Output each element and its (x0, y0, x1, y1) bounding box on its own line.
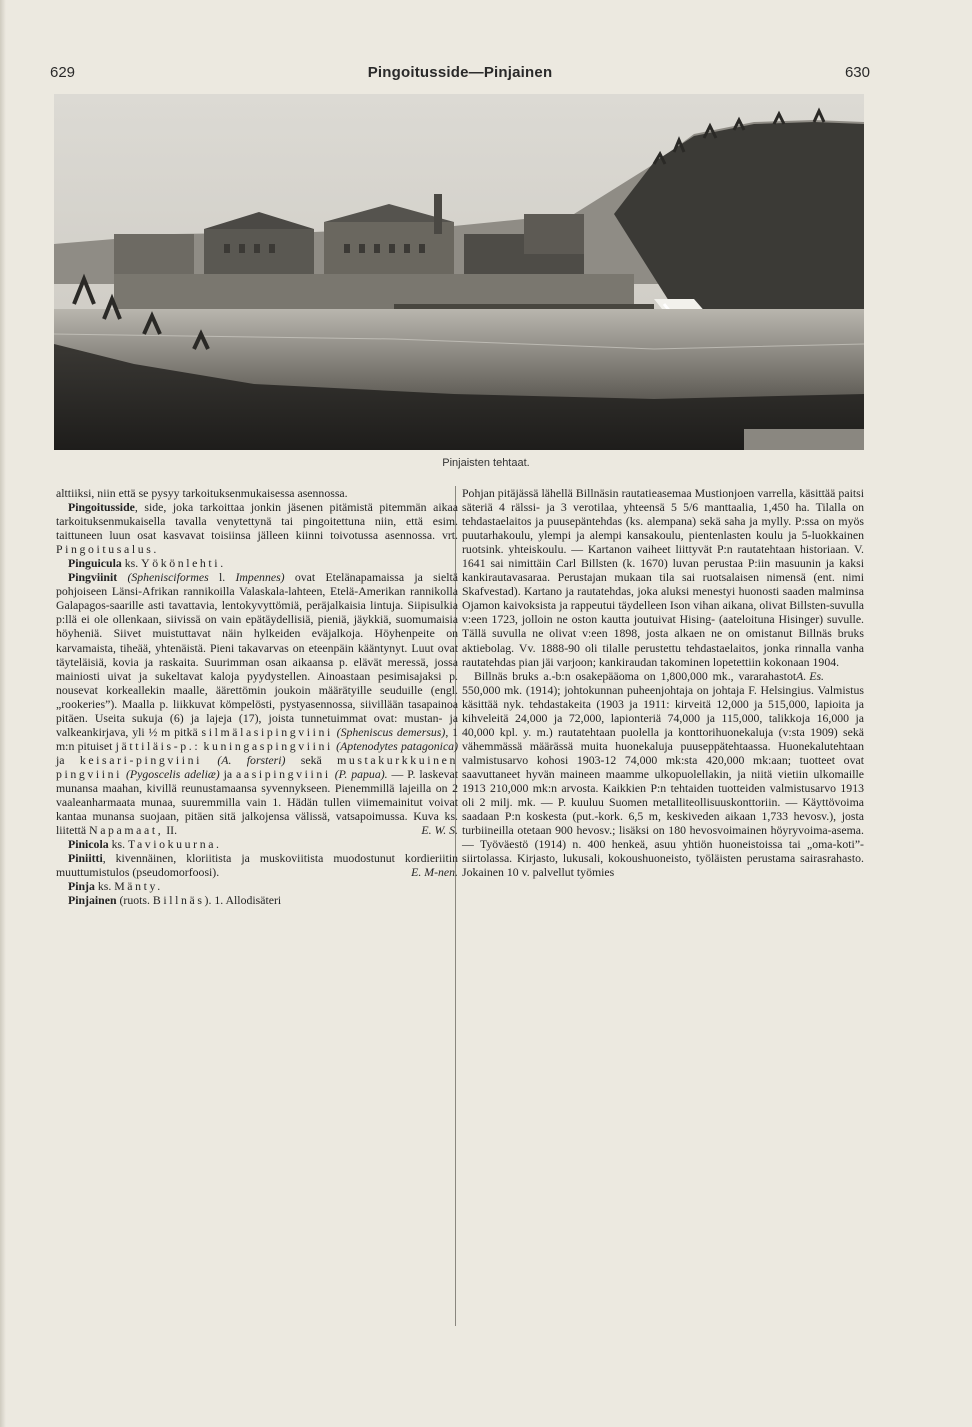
factory-photo-drawing (54, 94, 864, 450)
text: II. (163, 823, 178, 838)
entry-piniitti (56, 851, 458, 879)
text: , 1 m:n pituiset (56, 724, 458, 753)
species-name: aasipingviini (236, 766, 331, 781)
species-name: keisari-pingviini (79, 752, 203, 767)
entry-body: ks. (108, 837, 126, 852)
entry-pinjainen (56, 893, 458, 907)
entry-head: Piniitti (68, 851, 103, 866)
text: alttiiksi, niin että se pysyy tarkoituksenmukaisessa asennossa. (56, 486, 348, 500)
text: Pohjan pitäjässä lähellä Billnäsin rautatieasemaa Mustionjoen varrella, käsittää paitsi säteriä 4 rälssi- ja 3 verotilaa, yhteensä 5 5/6 manttaalia, 1,450 ha. Tilalla on tehdastaelaitos ja puusepäntehdas (ks. alempana) sekä saha ja mylly. P:ssa on myös puutarhakoulu, ylempi ja alempi kansakoulu, pientenlasten koulu ja 5-luokkainen ruotsink. yhteiskoulu. — Kartanon vaiheet liittyvät P:n rautatehtaan historiaan. V. 1641 sai nimittäin Carl Billsten (k. 1670) luvan perustaa P:iin masuunin ja kaksi kankirautavasaraa. Perustajan mukaan tila sai ruotsalaisen nimensä (ent. nimi Skafvestad). Kartano ja rautatehdas, joka aluksi menestyi huonosti saaden malminsa Ojamon kaivoksista ja rappeutui täydelleen Ison vihan aikana, olivat Billsten-suvulla v:een 1723, jolloin ne oston kautta joutuivat Hising- (aateloituna Hisinger) suvulle. Tällä suvulla ne olivat v:een 1898, josta alkaen ne on omistanut Billnäs bruks aktiebolag. Vv. 1888-90 oli tilalle perustettu tehdastaelaitos, jonka rinnalla vanha rautatehdas pian jäi varjoon; kankiraudan takominen lopetettiin kokonaan 1904. (462, 486, 864, 669)
entry-body: ks. (94, 879, 112, 894)
latin-name: (A. forsteri) (217, 752, 286, 767)
entry-pinicola (56, 837, 458, 851)
entry-pingoitusside (56, 500, 458, 556)
entry-body: — P. laskevat munansa maahan, kivillä reunustamaansa syvennykseen. Pienemmillä lajeilla on 2 vaaleanharmaata munaa, suuremmilla vain 1. Hädän tullen viimemainitut voivat kantaa munansa suojaan, pitäen sitä jalkojensa välissä, vatsapoimussa. Kuva ks. liitettä (56, 766, 459, 838)
latin-name: (Aptenodytes patagonica) (336, 738, 459, 753)
text: ja (219, 766, 233, 781)
author-signature: A. Es. (796, 668, 824, 683)
page-number-right: 630 (844, 64, 870, 81)
entry-pinja (56, 879, 458, 893)
text: l. (208, 570, 236, 585)
latin-name: (Spheniscus demersus) (336, 724, 446, 739)
factory-photo (54, 94, 864, 450)
cross-reference: Taviokuurna. (127, 837, 222, 852)
species-name: jättiläis-p.: (115, 738, 201, 753)
entry-body: ovat Etelänapamaissa ja sieltä pohjoiseen Länsi-Afrikan rannikoilla Valaskala-lahteen, Etelä-Amerikan rannikolla Galapagos-saarille asti tavattavia, lentokyvyttömiä, peräjalkaisia lintuja. Siipisulkia p:llä ei ole ollenkaan, siivissä on vain epätäydellisiä, pieniä, jäykkiä, suomumaisia höyheniä. Siivet muistuttavat näin hylkeiden eväjalkoja. Höyhenpeite on karvamaista, tiheää, yhtenäistä. Pieni takavarvas on eteenpäin kääntynyt. Luut ovat täyteläisiä, kovia ja raskaita. Suurimman osan aikaansa p. elävät meressä, jossa mainiosti uivat ja sukeltavat kaloja pyydystellen. Ainoastaan pesimisajaksi p. nousevat korkeallekin maalle, äärettömin joukoin määrätyille seuduille (engl. „rookeries”). Maalla p. liikkuvat kömpelösti, pystyasennossa, siivillään tasapainoa pitäen. Useita sukuja (6) ja lajeja (17), joista tunnetuimmat ovat: mustan- ja valkeankirjava, yli ½ m pitkä (56, 570, 458, 739)
cross-reference: Pingoitusalus. (56, 542, 159, 557)
cross-reference: Napamaat, (89, 823, 164, 838)
entry-head: Pingoitusside (68, 500, 135, 515)
entry-pinguicula (56, 556, 458, 570)
entry-body: , side, joka tarkoittaa jonkin jäsenen pitämistä pitemmän aikaa tarkoituksenmukaisella tavalla venytettynä tai pingoitettuna niin, että esim. taittuneen luun osat kasvavat toisiinsa jälleen kiinni toivotussa asennossa. vrt. (56, 500, 458, 543)
latin-name: Impennes) (235, 570, 285, 585)
entry-body: , kivennäinen, kloriitista ja muskoviitista muodostunut kordieriitin muuttumistulos (pseudomorfoosi). (56, 851, 458, 880)
entry-body: ks. (121, 556, 139, 571)
author-signature: E. M-nen. (411, 865, 458, 880)
page-number-left: 629 (50, 64, 76, 81)
page-edge (0, 0, 6, 1427)
cross-reference: Mänty. (114, 879, 163, 894)
author-signature: E. W. S. (421, 823, 458, 838)
paragraph (462, 669, 864, 880)
place-name: Billnäs (152, 893, 205, 908)
right-column (462, 486, 864, 879)
entry-head: Pingviinit (68, 570, 118, 585)
left-column (56, 486, 458, 907)
species-name: kuningaspingviini (203, 738, 333, 753)
text: ja (56, 752, 65, 767)
entry-body: ). 1. Allodisäteri (204, 893, 282, 908)
cross-reference: Yökönlehti. (141, 556, 226, 571)
figure-caption: Pinjaisten tehtaat. (442, 457, 530, 469)
paragraph (462, 486, 864, 683)
species-name: silmälasipingviini (201, 724, 333, 739)
latin-name: (P. papua). (334, 766, 388, 781)
entry-pingviinit (56, 570, 458, 837)
page-title: Pingoitusside—Pinjainen (367, 64, 553, 81)
entry-head: Pinicola (68, 837, 109, 852)
species-name: mustakurkkuinen pingviini (56, 752, 458, 781)
latin-name: (Pygoscelis adeliæ) (125, 766, 220, 781)
entry-body: (ruots. (116, 893, 150, 908)
entry-head: Pinja (68, 879, 95, 894)
paragraph (56, 486, 458, 500)
page-header (50, 64, 870, 86)
entry-head: Pinguicula (68, 556, 122, 571)
entry-head: Pinjainen (68, 893, 117, 908)
text: sekä (285, 752, 322, 767)
text: Billnäs bruks a.-b:n osakepääoma on 1,800,000 mk., vararahastot 550,000 mk. (1914); johtokunnan puheenjohtaja on johtaja F. Helsingius. Valmistus käsittää nyk. tehdastakeita (1903 ja 1911: kirveitä 12,000 ja 515,000, lapioita ja kihveleitä 24,000 ja 72,000, lapionteriä 74,000 ja 115,000, talikkoja 16,000 ja 40,000 kpl. y. m.) rautatehtaan puolella ja konttorihuonekaluja (v:sta 1909) sekä vähemmässä määrässä muita huonekaluja puuseppätehtaassa. Huonekalutehtaan valmistusarvo kohosi 1903-12 74,000 mk:sta 420,000 mk:aan; tuotteet ovat saavuttaneet hyvän maineen maamme ulkopuolellakin, ja niitä vietiin ulkomaille 1913 210,000 mk:n arvosta. Kaikkien P:n tehtaiden tuotteiden valmistusarvo 1913 oli 2 milj. mk. — P. kuuluu Suomen metalliteollisuuskonttoriin. — Käyttövoima saadaan P:n koskesta (put.-kork. 6,5 m, keskiveden aikaan 1,733 hevosv.), josta turbiineilla otetaan 900 hevosv.; lisäksi on 180 hevosvoimainen höyryvoima-asema. — Työväestö (1914) n. 400 henkeä, asuu yhtiön huoneistoissa tai „oma-koti”-siirtolassa. Kirjasto, lukusali, kokoushuoneisto, työläisten perustama sairasrahasto. Jokainen 10 v. palvellut työmies (462, 668, 864, 880)
latin-name: (Sphenisciformes (127, 570, 209, 585)
